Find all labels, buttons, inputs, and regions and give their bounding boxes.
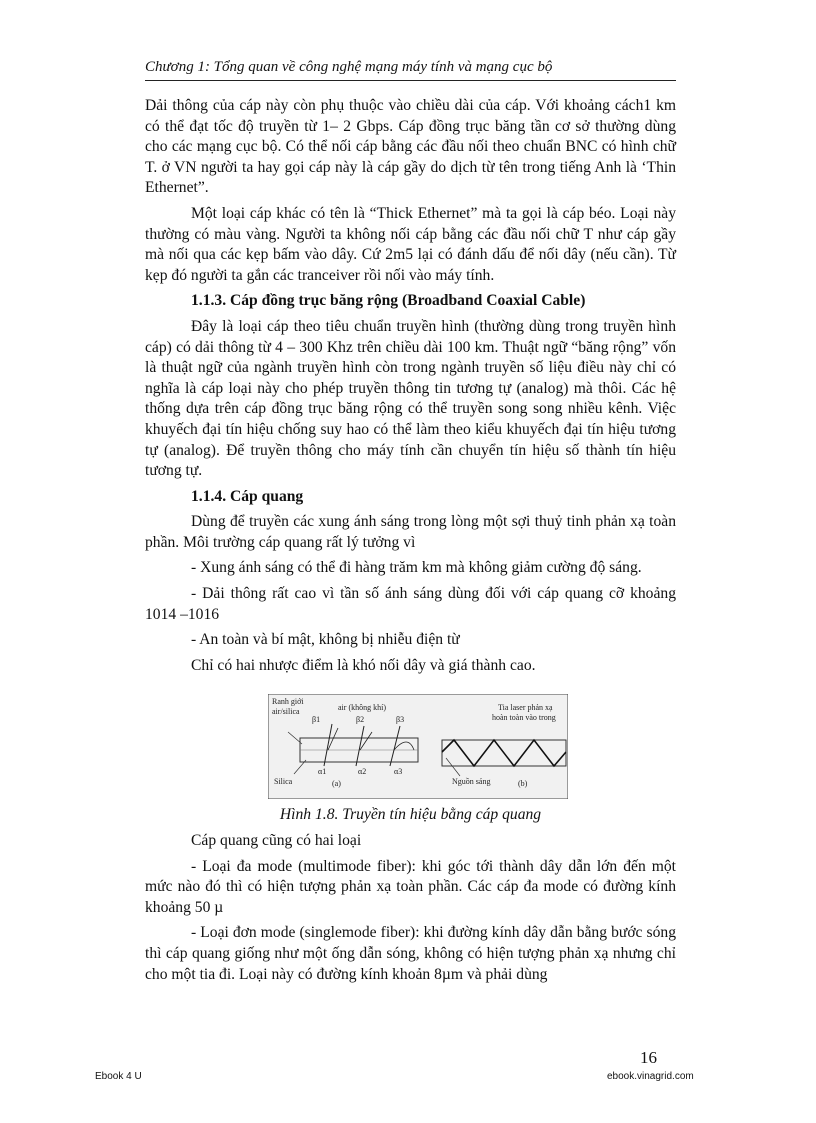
bullet-multimode: - Loại đa mode (multimode fiber): khi góc tới thành dây dẫn lớn đến một mức nào đó thì có hiện tượng phản xạ toàn phần. Các cáp đa mode có đường kính khoảng 50 µ: [145, 857, 676, 916]
label-beta-1: β1: [312, 715, 321, 725]
bullet-singlemode: - Loại đơn mode (singlemode fiber): khi đường kính dây dẫn bằng bước sóng thì cáp quang giống như một ống dẫn sóng, không có hiện tượng phản xạ nhưng chỉ cho một tia đi. Loại này có đường kính khoản 8µm và phải dùng: [145, 924, 676, 983]
label-light-source: Nguồn sáng: [452, 777, 491, 787]
paragraph-thin-coax-bandwidth: Dải thông của cáp này còn phụ thuộc vào chiều dài của cáp. Với khoảng cách1 km có thể đạt tốc độ truyền từ 1– 2 Gbps. Cáp đồng trục băng tần cơ sở thường dùng cho các mạng cục bộ. Có thể nối cáp bằng các đầu nối theo chuẩn BNC có hình chữ T. ở VN người ta hay gọi cáp này là cáp gầy do dịch từ tên trong tiếng Anh là ‘Thin Ethernet”.: [145, 97, 676, 197]
label-air: air (không khí): [338, 703, 386, 713]
page-header-title: Chương 1: Tổng quan về công nghệ mạng máy tính và mạng cục bộ: [145, 59, 553, 75]
paragraph-fiber-intro: Dùng để truyền các xung ánh sáng trong lòng một sợi thuỷ tinh phản xạ toàn phần. Môi trường cáp quang rất lý tưởng vì: [145, 513, 676, 551]
label-alpha-1: α1: [318, 767, 327, 777]
footer-left-label: Ebook 4 U: [95, 1071, 142, 1082]
page-number: 16: [640, 1048, 657, 1067]
label-alpha-3: α3: [394, 767, 403, 777]
fiber-diagram: [145, 694, 676, 799]
bullet-light-distance: - Xung ánh sáng có thể đi hàng trăm km mà không giảm cường độ sáng.: [191, 559, 642, 577]
paragraph-fiber-types: Cáp quang cũng có hai loại: [191, 832, 362, 850]
label-alpha-2: α2: [358, 767, 367, 777]
footer-right-link[interactable]: ebook.vinagrid.com: [607, 1071, 694, 1082]
label-boundary-2: air/silica: [272, 707, 300, 717]
page-body: [145, 96, 676, 990]
label-boundary-1: Ranh giới: [272, 697, 304, 707]
label-beta-3: β3: [396, 715, 405, 725]
label-laser-1: Tia laser phản xạ: [498, 703, 553, 713]
bullet-security: - An toàn và bí mật, không bị nhiễu điện từ: [191, 631, 460, 649]
heading-fiber-optic: 1.1.4. Cáp quang: [191, 487, 304, 505]
fiber-diagram-svg: [268, 694, 568, 799]
label-panel-a: (a): [332, 779, 341, 789]
paragraph-broadband-coax: Đây là loại cáp theo tiêu chuẩn truyền hình (thường dùng trong truyền hình cáp) có dải thông từ 4 – 300 Khz trên chiều dài 100 km. Thuật ngữ “băng rộng” vốn là thuật ngữ của ngành truyền hình còn trong ngành truyền số liệu điều này chỉ có nghĩa là cáp loại này cho phép truyền thông tin tương tự (analog) mà thôi. Các hệ thống dựa trên cáp đồng trục băng rộng có thể truyền song song nhiều kênh. Việc khuyếch đại tín hiệu chống suy hao có thể làm theo kiểu khuyếch đại tín hiệu tương tự (analog). Để truyền thông cho máy tính cần chuyển tín hiệu số thành tín hiệu tương tự.: [145, 317, 676, 480]
heading-broadband-coax: 1.1.3. Cáp đồng trục băng rộng (Broadband Coaxial Cable): [191, 292, 586, 310]
paragraph-thick-ethernet: Một loại cáp khác có tên là “Thick Ethernet” mà ta gọi là cáp béo. Loại này thường có màu vàng. Người ta không nối cáp bằng các đầu nối chữ T như cáp gầy mà nối qua các kẹp bấm vào dây. Cứ 2m5 lại có đánh dấu để nối dây (nếu cần). Từ kẹp đó người ta gắn các tranceiver rồi nối vào máy tính.: [145, 204, 676, 284]
bullet-bandwidth: - Dải thông rất cao vì tần số ánh sáng dùng đối với cáp quang cỡ khoảng 1014 –1016: [145, 585, 676, 623]
label-laser-2: hoàn toàn vào trong: [492, 713, 556, 723]
header-divider: [145, 80, 676, 81]
paragraph-drawbacks: Chỉ có hai nhược điểm là khó nối dây và giá thành cao.: [191, 656, 536, 674]
figure-caption: Hình 1.8. Truyền tín hiệu bằng cáp quang: [279, 806, 542, 824]
label-silica: Silica: [274, 777, 293, 787]
label-panel-b: (b): [518, 779, 528, 789]
label-beta-2: β2: [356, 715, 365, 725]
